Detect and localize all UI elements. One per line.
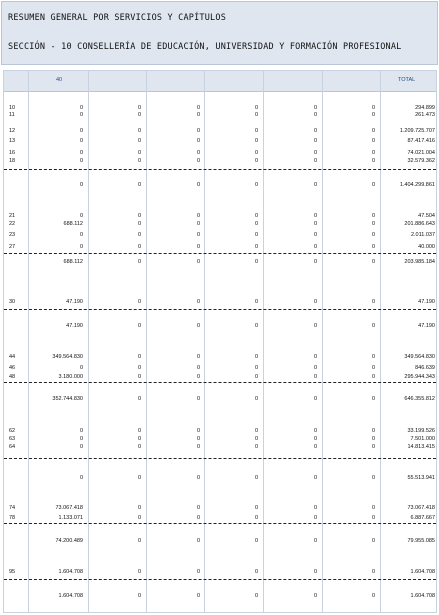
table-cell: 846.639 [415,365,435,371]
table-cell: 349.564.830 [52,354,83,360]
table-cell: 0 [313,221,317,227]
table-cell: 0 [371,428,375,434]
table-cell: 0 [371,138,375,144]
table-cell: 0 [371,444,375,450]
table-cell: 0 [254,213,258,219]
table-cell: 0 [371,158,375,164]
table-cell: 646.355.812 [404,396,435,402]
table-cell: 0 [79,244,83,250]
table-cell: 0 [79,428,83,434]
row-code: 18 [9,158,16,164]
table-cell: 1.604.708 [58,593,83,599]
table-cell: 0 [196,105,200,111]
table-cell: 0 [254,232,258,238]
table-cell: 349.564.830 [404,354,435,360]
table-cell: 0 [79,182,83,188]
table-cell: 0 [313,112,317,118]
table-cell: 0 [137,105,141,111]
table-cell: 0 [313,365,317,371]
table-cell: 0 [79,436,83,442]
table-cell: 0 [79,444,83,450]
row-code: 62 [9,428,16,434]
table-cell: 40.000 [418,244,435,250]
table-cell: 0 [254,112,258,118]
table-cell: 1.604.708 [410,593,435,599]
table-cell: 0 [137,538,141,544]
table-cell: 0 [196,396,200,402]
table-cell: 74.021.004 [407,150,435,156]
table-cell: 47.504 [418,213,435,219]
table-cell: 0 [313,396,317,402]
group-separator [4,309,436,310]
table-cell: 0 [196,182,200,188]
table-cell: 0 [137,374,141,380]
table-cell: 0 [137,221,141,227]
table-cell: 0 [254,259,258,265]
table-cell: 0 [254,138,258,144]
table-cell: 0 [196,354,200,360]
table-cell: 47.190 [66,323,83,329]
table-cell: 0 [371,112,375,118]
table-row [4,568,436,576]
table-cell: 0 [371,569,375,575]
row-code: 30 [9,299,16,305]
row-code: 21 [9,213,16,219]
table-cell: 79.955.085 [407,538,435,544]
table-cell: 0 [137,593,141,599]
table-cell: 0 [137,128,141,134]
table-cell: 0 [313,515,317,521]
row-code: 95 [9,569,16,575]
table-row [4,504,436,512]
table-cell: 0 [313,299,317,305]
table-cell: 7.501.000 [410,436,435,442]
table-cell: 73.067.418 [55,505,83,511]
report-header [1,1,438,65]
row-code: 27 [9,244,16,250]
table-cell: 0 [137,365,141,371]
table-cell: 0 [137,213,141,219]
table-cell: 0 [137,323,141,329]
table-cell: 0 [254,128,258,134]
row-code: 46 [9,365,16,371]
table-cell: 0 [313,505,317,511]
table-cell: 0 [137,244,141,250]
table-row [4,137,436,145]
table-row [4,373,436,381]
table-cell: 0 [196,244,200,250]
table-cell: 0 [196,436,200,442]
table-cell: 0 [313,444,317,450]
table-cell: 0 [137,475,141,481]
table-cell: 261.473 [415,112,435,118]
table-cell: 0 [137,444,141,450]
table-cell: 0 [313,150,317,156]
table-cell: 0 [254,299,258,305]
table-cell: 0 [313,182,317,188]
table-cell: 0 [196,505,200,511]
table-cell: 0 [254,444,258,450]
table-cell: 0 [79,128,83,134]
table-row [4,298,436,306]
row-code: 11 [9,112,15,118]
table-row [4,443,436,451]
table-cell: 32.579.362 [407,158,435,164]
table-cell: 0 [79,112,83,118]
table-row [4,243,436,251]
report-title: RESUMEN GENERAL POR SERVICIOS Y CAPÍTULOS [8,13,227,23]
row-code: 78 [9,515,16,521]
table-cell: 0 [371,475,375,481]
table-total-row [4,395,436,403]
table-cell: 0 [254,569,258,575]
table-cell: 0 [79,213,83,219]
table-cell: 203.985.184 [404,259,435,265]
table-cell: 0 [137,112,141,118]
table-cell: 0 [371,299,375,305]
table-cell: 0 [254,436,258,442]
table-cell: 0 [196,112,200,118]
table-cell: 0 [196,299,200,305]
table-cell: 0 [254,396,258,402]
table-cell: 352.744.830 [52,396,83,402]
table-cell: 0 [371,515,375,521]
table-cell: 0 [313,323,317,329]
table-cell: 0 [196,538,200,544]
table-cell: 47.190 [418,299,435,305]
group-separator [4,382,436,383]
table-cell: 688.112 [63,221,83,227]
table-cell: 33.199.526 [407,428,435,434]
column-header: TOTAL [398,77,416,83]
table-row [4,427,436,435]
table-cell: 0 [254,593,258,599]
table-cell: 0 [137,569,141,575]
table-cell: 0 [196,232,200,238]
table-cell: 0 [196,428,200,434]
row-code: 44 [9,354,16,360]
table-cell: 87.417.416 [407,138,435,144]
table-cell: 73.067.418 [407,505,435,511]
table-cell: 0 [137,150,141,156]
table-cell: 0 [313,105,317,111]
table-total-row [4,474,436,482]
table-cell: 0 [371,396,375,402]
table-cell: 0 [196,221,200,227]
table-cell: 0 [137,515,141,521]
row-code: 12 [9,128,16,134]
table-cell: 0 [196,365,200,371]
table-cell: 0 [196,150,200,156]
table-cell: 0 [79,232,83,238]
table-cell: 0 [313,128,317,134]
table-cell: 0 [371,593,375,599]
table-total-row [4,258,436,266]
table-cell: 0 [313,374,317,380]
table-cell: 0 [254,182,258,188]
table-row [4,435,436,443]
table-cell: 0 [254,150,258,156]
table-cell: 0 [254,158,258,164]
table-cell: 0 [371,232,375,238]
table-cell: 0 [313,232,317,238]
table-cell: 0 [137,232,141,238]
table-cell: 0 [371,150,375,156]
table-cell: 688.112 [63,259,83,265]
table-cell: 0 [371,244,375,250]
table-cell: 0 [254,538,258,544]
table-cell: 1.133.071 [58,515,83,521]
table-cell: 0 [196,515,200,521]
table-cell: 0 [79,475,83,481]
table-cell: 6.887.667 [410,515,435,521]
table-cell: 0 [196,593,200,599]
table-cell: 295.944.343 [404,374,435,380]
table-total-row [4,592,436,600]
table-cell: 0 [137,354,141,360]
table-row [4,231,436,239]
table-cell: 0 [254,244,258,250]
table-row [4,514,436,522]
table-cell: 0 [313,354,317,360]
table-row [4,111,436,119]
table-cell: 0 [313,213,317,219]
table-cell: 0 [371,436,375,442]
table-cell: 74.200.489 [55,538,83,544]
table-cell: 0 [371,323,375,329]
table-cell: 0 [137,436,141,442]
table-cell: 0 [79,158,83,164]
table-cell: 2.011.037 [410,232,435,238]
summary-table [3,70,437,613]
table-cell: 0 [137,299,141,305]
group-separator [4,523,436,524]
table-cell: 47.190 [66,299,83,305]
column-header: 40 [56,77,63,83]
row-code: 48 [9,374,16,380]
table-cell: 0 [313,538,317,544]
table-cell: 3.180.000 [58,374,83,380]
table-cell: 1.209.725.707 [399,128,435,134]
table-cell: 0 [313,569,317,575]
table-cell: 0 [79,365,83,371]
row-code: 23 [9,232,16,238]
table-cell: 0 [313,259,317,265]
table-total-row [4,181,436,189]
table-cell: 0 [313,158,317,164]
table-cell: 0 [196,138,200,144]
table-cell: 0 [79,105,83,111]
table-total-row [4,537,436,545]
table-row [4,149,436,157]
table-cell: 0 [137,396,141,402]
table-cell: 0 [254,428,258,434]
table-cell: 0 [79,150,83,156]
table-cell: 0 [313,593,317,599]
table-cell: 0 [196,213,200,219]
table-cell: 0 [254,505,258,511]
table-cell: 0 [196,444,200,450]
table-cell: 0 [196,259,200,265]
table-cell: 0 [313,428,317,434]
group-separator [4,458,436,459]
table-cell: 0 [254,374,258,380]
table-row [4,212,436,220]
table-header [4,71,436,92]
group-separator [4,579,436,580]
table-cell: 1.604.708 [58,569,83,575]
table-cell: 0 [254,515,258,521]
table-cell: 0 [254,221,258,227]
table-row [4,157,436,165]
table-cell: 0 [196,374,200,380]
row-code: 22 [9,221,16,227]
table-cell: 0 [137,138,141,144]
table-cell: 0 [254,105,258,111]
table-cell: 0 [371,221,375,227]
table-row [4,353,436,361]
table-cell: 0 [371,105,375,111]
table-cell: 14.813.415 [407,444,435,450]
table-cell: 0 [79,138,83,144]
row-code: 13 [9,138,16,144]
table-cell: 0 [254,323,258,329]
row-code: 10 [9,105,16,111]
table-cell: 55.513.941 [407,475,435,481]
table-cell: 0 [137,158,141,164]
group-separator [4,169,436,170]
table-cell: 0 [371,505,375,511]
table-row [4,127,436,135]
table-cell: 1.604.708 [410,569,435,575]
table-cell: 0 [196,128,200,134]
table-total-row [4,322,436,330]
row-code: 74 [9,505,16,511]
table-cell: 0 [137,259,141,265]
table-cell: 0 [313,436,317,442]
table-cell: 0 [254,475,258,481]
table-cell: 0 [371,365,375,371]
table-cell: 0 [371,128,375,134]
table-cell: 1.404.299.861 [399,182,435,188]
group-separator [4,253,436,254]
table-cell: 0 [137,428,141,434]
table-cell: 0 [137,182,141,188]
table-cell: 47.190 [418,323,435,329]
table-cell: 0 [371,354,375,360]
row-code: 63 [9,436,16,442]
table-cell: 0 [254,354,258,360]
row-code: 64 [9,444,16,450]
table-row [4,364,436,372]
table-cell: 0 [196,323,200,329]
table-cell: 0 [371,259,375,265]
table-cell: 0 [196,569,200,575]
table-cell: 0 [371,538,375,544]
table-cell: 0 [371,213,375,219]
table-cell: 0 [254,365,258,371]
table-cell: 0 [371,374,375,380]
table-cell: 0 [196,158,200,164]
table-cell: 0 [313,138,317,144]
row-code: 16 [9,150,16,156]
table-cell: 0 [371,182,375,188]
section-title: SECCIÓN - 10 CONSELLERÍA DE EDUCACIÓN, UNIVERSIDAD Y FORMACIÓN PROFESIONAL [8,42,402,52]
table-cell: 0 [137,505,141,511]
table-cell: 201.886.643 [404,221,435,227]
table-row [4,220,436,228]
table-cell: 0 [196,475,200,481]
table-cell: 294.899 [415,105,435,111]
table-cell: 0 [313,244,317,250]
table-cell: 0 [313,475,317,481]
